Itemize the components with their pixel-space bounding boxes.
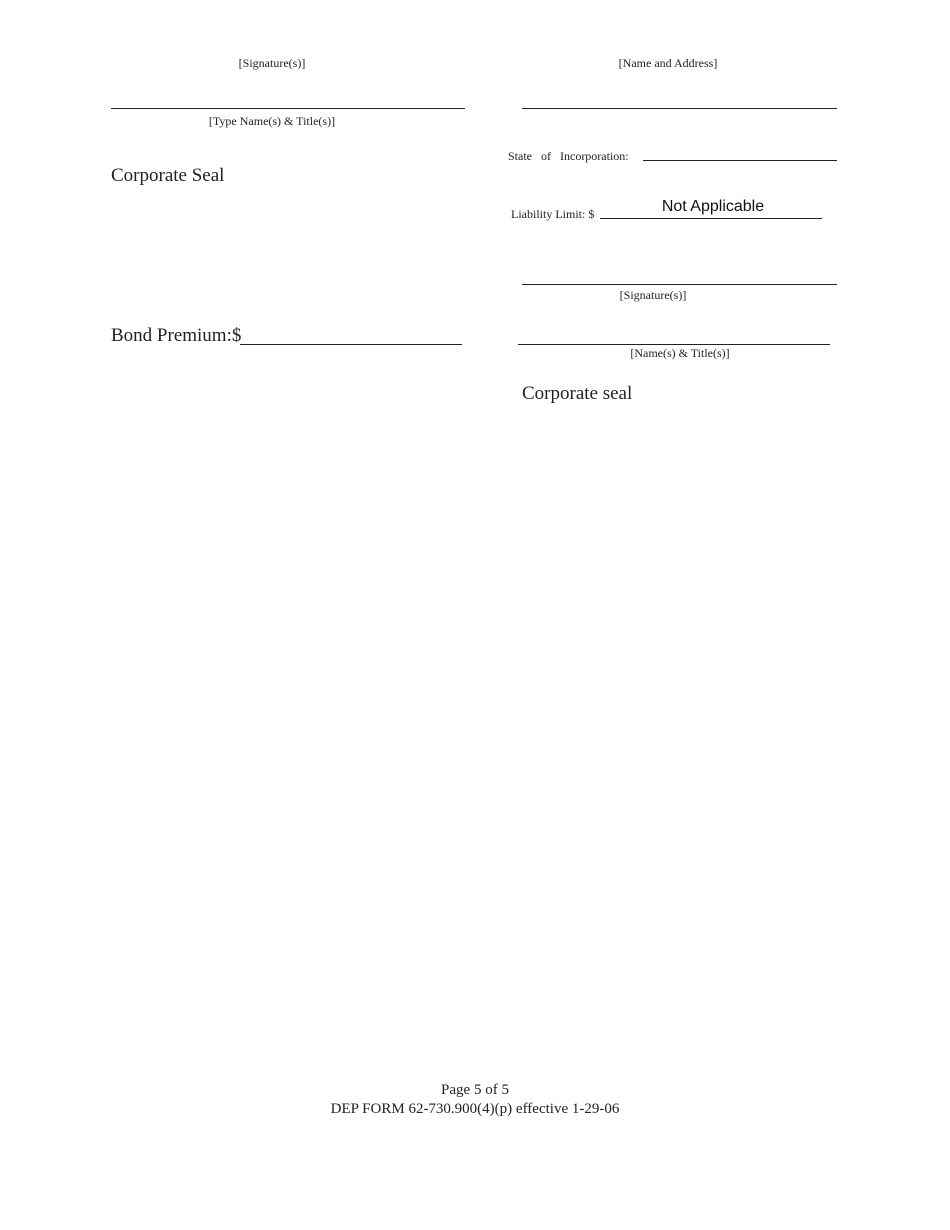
bond-premium-label: Bond Premium:$ [111,325,242,346]
state-incorporation-label: State of Incorporation: [508,149,629,163]
bond-premium-field[interactable] [240,344,462,345]
right-name-title-label: [Name(s) & Title(s)] [630,346,730,360]
right-name-address-line[interactable] [522,108,837,109]
right-corporate-seal: Corporate seal [522,383,633,404]
left-type-name-label: [Type Name(s) & Title(s)] [208,114,336,128]
state-incorporation-field[interactable] [643,160,837,161]
page-number: Page 5 of 5 [441,1082,509,1098]
right-name-title-line[interactable] [518,344,830,345]
right-signature-label: [Signature(s)] [619,288,687,302]
left-corporate-seal: Corporate Seal [111,165,225,186]
liability-limit-label: Liability Limit: $ [511,207,595,221]
liability-limit-value[interactable]: Not Applicable [661,198,765,215]
form-id: DEP FORM 62-730.900(4)(p) effective 1-29-06 [330,1101,620,1117]
liability-limit-field[interactable] [600,218,822,219]
left-signature-label: [Signature(s)] [238,56,306,70]
right-name-address-label: [Name and Address] [618,56,718,70]
right-signature-line[interactable] [522,284,837,285]
left-signature-line[interactable] [111,108,465,109]
